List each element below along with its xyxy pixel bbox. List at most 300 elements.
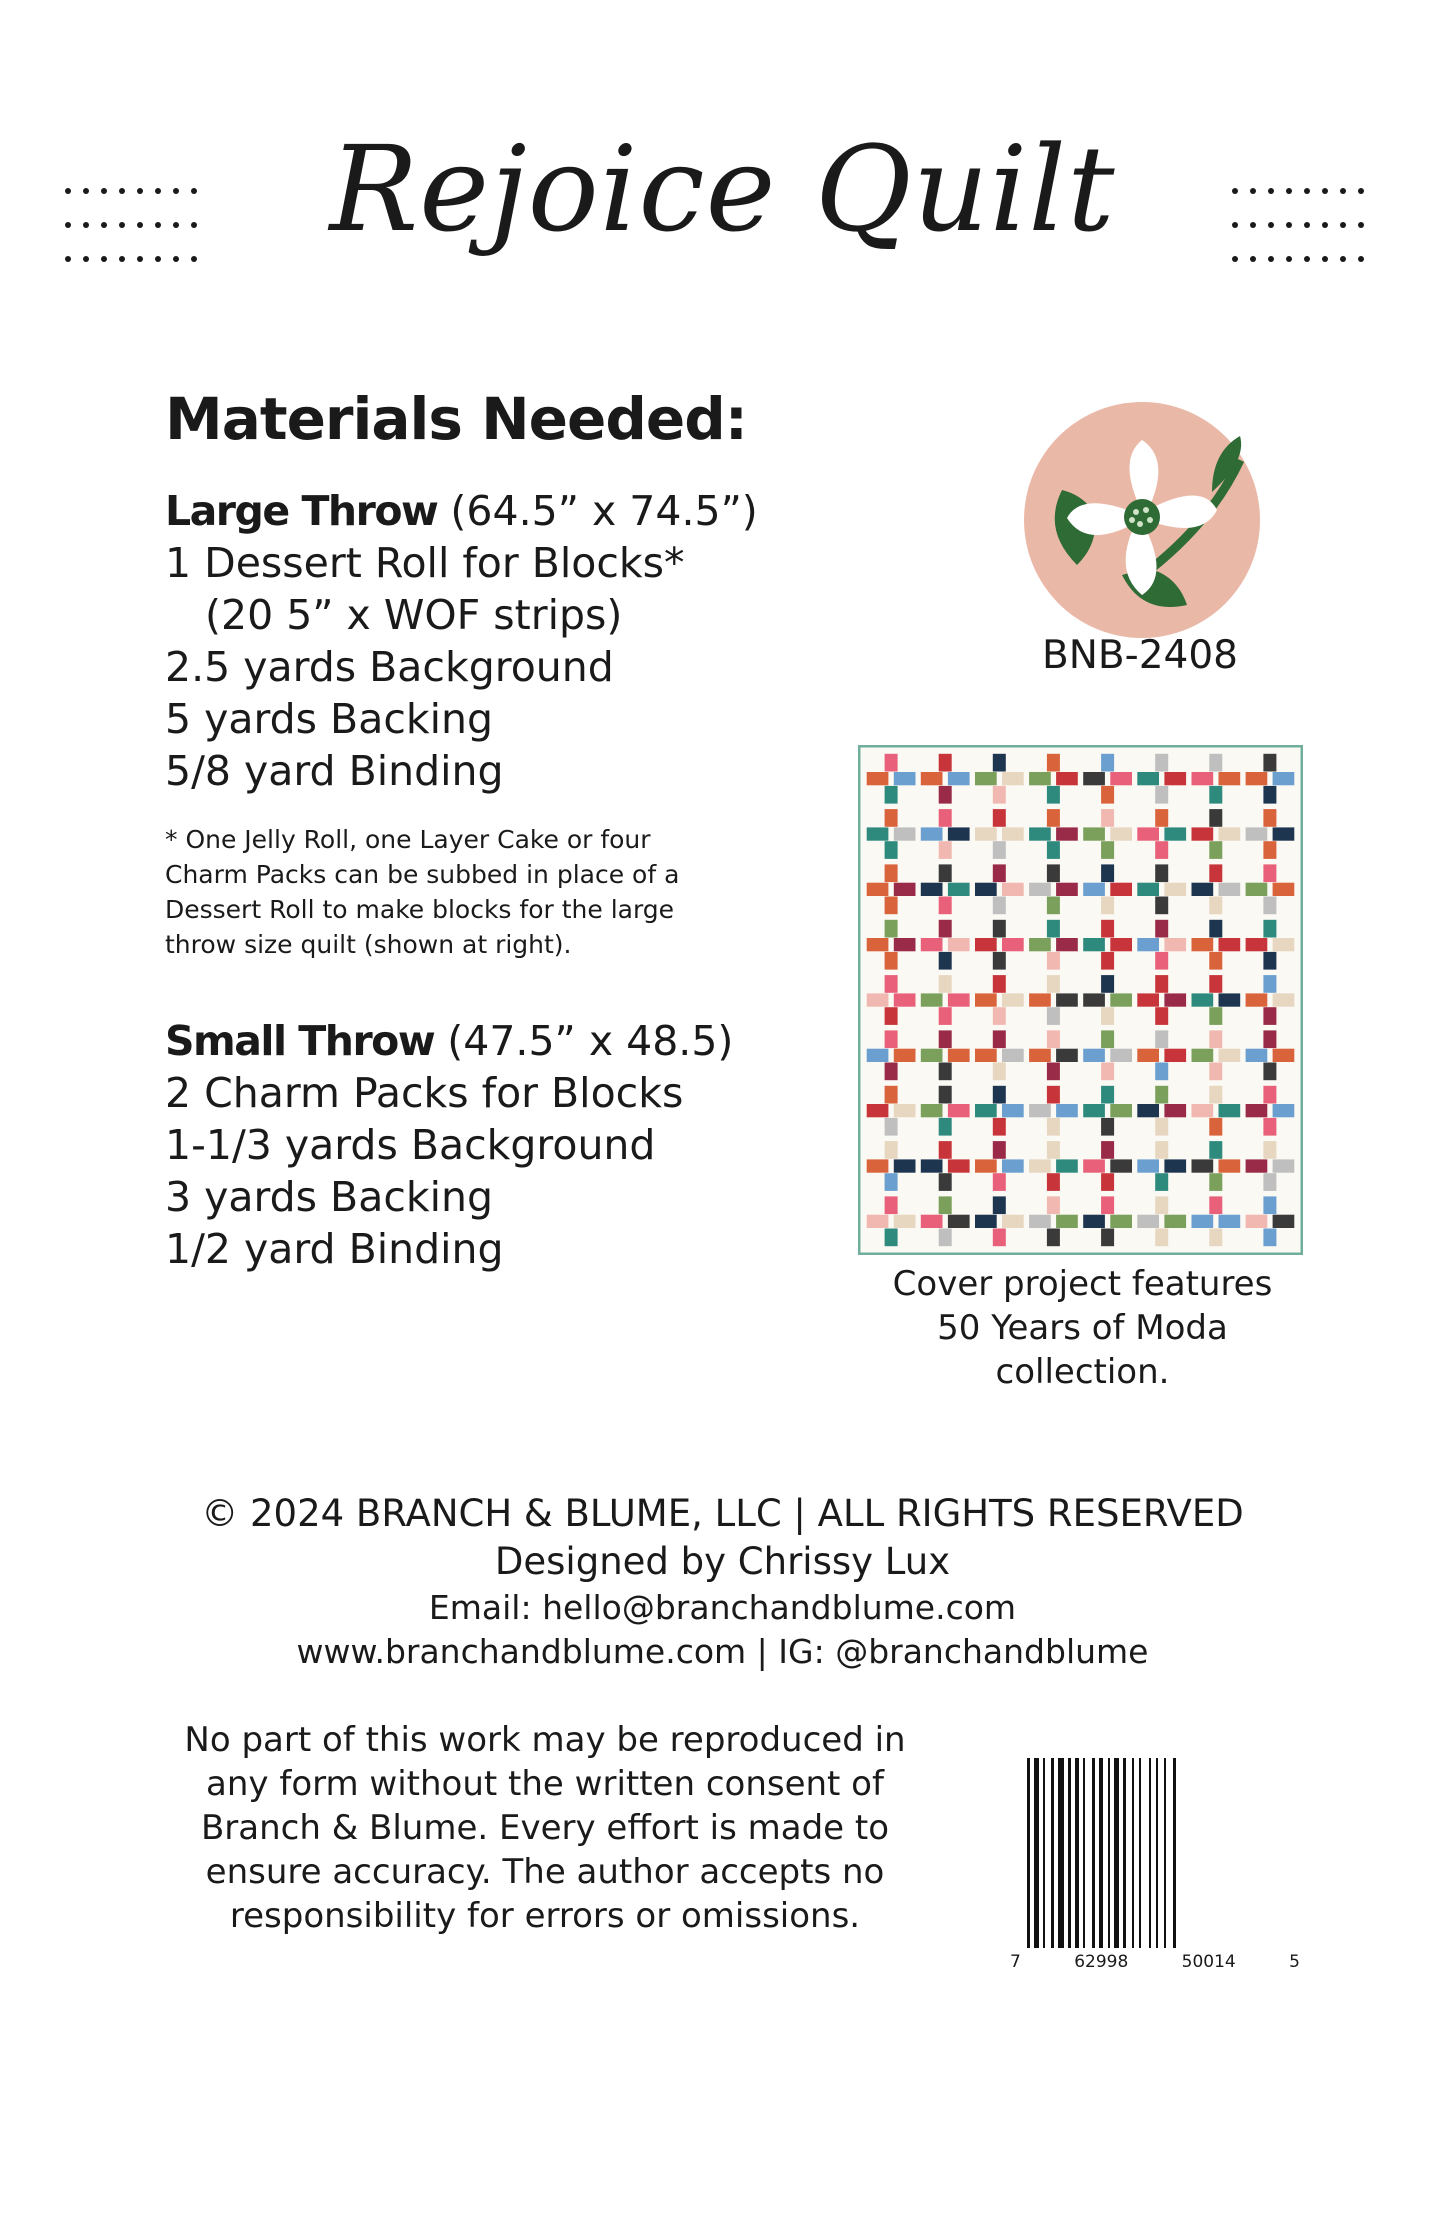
quilt-patch	[1101, 897, 1114, 915]
small-throw-section	[165, 1015, 733, 1275]
quilt-patch	[1155, 1030, 1168, 1048]
substitution-note	[165, 822, 765, 962]
pattern-code: BNB-2408	[1041, 633, 1238, 678]
quilt-patch	[1137, 993, 1159, 1006]
quilt-patch	[1056, 938, 1078, 951]
quilt-patch	[1246, 772, 1268, 785]
quilt-patch	[1263, 754, 1276, 772]
quilt-patch	[1110, 938, 1132, 951]
quilt-patch	[948, 1215, 970, 1228]
quilt-patch	[867, 1104, 889, 1117]
quilt-patch	[1101, 920, 1114, 938]
quilt-patch	[1273, 1215, 1295, 1228]
barcode-bar	[1108, 1758, 1110, 1948]
quilt-patch	[1263, 841, 1276, 859]
quilt-patch	[993, 1063, 1006, 1081]
barcode-bar	[1083, 1758, 1085, 1948]
quilt-patch	[1047, 897, 1060, 915]
quilt-patch	[894, 1104, 916, 1117]
quilt-patch	[1164, 938, 1186, 951]
list-item: 2.5 yards Background	[165, 643, 614, 691]
quilt-patch	[1219, 1159, 1241, 1172]
quilt-patch	[867, 993, 889, 1006]
list-item: 5/8 yard Binding	[165, 747, 504, 795]
quilt-patch	[867, 938, 889, 951]
quilt-patch	[993, 1007, 1006, 1025]
quilt-image	[858, 745, 1303, 1255]
quilt-patch	[1192, 772, 1214, 785]
quilt-patch	[1101, 975, 1114, 993]
quilt-patch	[867, 772, 889, 785]
quilt-patch	[1263, 786, 1276, 804]
quilt-patch	[1101, 786, 1114, 804]
quilt-patch	[1110, 1049, 1132, 1062]
quilt-patch	[1192, 1159, 1214, 1172]
barcode-bar	[1075, 1758, 1079, 1948]
quilt-patch	[1047, 1118, 1060, 1136]
quilt-patch	[975, 772, 997, 785]
quilt-patch	[1083, 1104, 1105, 1117]
list-item: 3 yards Backing	[165, 1173, 493, 1221]
barcode-bar	[1173, 1758, 1176, 1948]
barcode-bar	[1149, 1758, 1151, 1948]
quilt-patch	[1101, 1118, 1114, 1136]
barcode-bar	[1139, 1758, 1141, 1948]
quilt-patch	[1083, 772, 1105, 785]
quilt-patch	[1219, 1049, 1241, 1062]
quilt-patch	[993, 1086, 1006, 1104]
quilt-patch	[1209, 897, 1222, 915]
quilt-patch	[1101, 864, 1114, 882]
list-item: (20 5” x WOF strips)	[205, 591, 623, 639]
barcode-number	[1010, 1952, 1300, 1972]
quilt-patch	[1209, 1173, 1222, 1191]
quilt-patch	[1110, 1159, 1132, 1172]
barcode-bar	[1132, 1758, 1134, 1948]
small-throw-name: Small Throw	[165, 1017, 435, 1065]
quilt-patch	[885, 975, 898, 993]
quilt-patch	[975, 993, 997, 1006]
quilt-patch	[1209, 1007, 1222, 1025]
quilt-patch	[1056, 1104, 1078, 1117]
quilt-patch	[1110, 827, 1132, 840]
large-throw-section	[165, 485, 758, 797]
quilt-patch	[894, 1049, 916, 1062]
caption-line: collection.	[995, 1352, 1170, 1392]
note-line: Dessert Roll to make blocks for the large	[165, 895, 675, 924]
quilt-patch	[1047, 809, 1060, 827]
quilt-patch	[1047, 1229, 1060, 1247]
disclaimer-line: responsibility for errors or omissions.	[229, 1896, 861, 1936]
barcode-bar	[1099, 1758, 1103, 1948]
quilt-patch	[885, 1173, 898, 1191]
quilt-patch	[993, 897, 1006, 915]
disclaimer-line: Branch & Blume. Every effort is made to	[200, 1808, 890, 1848]
quilt-patch	[939, 841, 952, 859]
quilt-patch	[1110, 1215, 1132, 1228]
barcode-bar	[1123, 1758, 1126, 1948]
quilt-patch	[939, 1063, 952, 1081]
quilt-patch	[885, 809, 898, 827]
quilt-patch	[1263, 952, 1276, 970]
quilt-patch	[1002, 772, 1024, 785]
caption-line: Cover project features	[892, 1264, 1273, 1304]
quilt-patch	[1083, 1215, 1105, 1228]
quilt-patch	[1164, 1215, 1186, 1228]
quilt-patch	[1101, 1063, 1114, 1081]
quilt-patch	[885, 754, 898, 772]
quilt-patch	[939, 1196, 952, 1214]
quilt-patch	[1209, 864, 1222, 882]
quilt-patch	[1083, 1159, 1105, 1172]
list-item: 2 Charm Packs for Blocks	[165, 1069, 684, 1117]
quilt-patch	[939, 786, 952, 804]
quilt-patch	[939, 952, 952, 970]
quilt-patch	[975, 938, 997, 951]
list-item: 5 yards Backing	[165, 695, 493, 743]
quilt-patch	[1263, 1118, 1276, 1136]
barcode-bar	[1092, 1758, 1095, 1948]
quilt-patch	[1101, 1007, 1114, 1025]
quilt-patch	[1047, 1063, 1060, 1081]
quilt-patch	[1219, 938, 1241, 951]
quilt-patch	[867, 1159, 889, 1172]
quilt-patch	[1273, 772, 1295, 785]
quilt-patch	[993, 864, 1006, 882]
quilt-patch	[1083, 1049, 1105, 1062]
quilt-patch	[1192, 1215, 1214, 1228]
quilt-patch	[1246, 883, 1268, 896]
quilt-patch	[1047, 841, 1060, 859]
quilt-patch	[1273, 1049, 1295, 1062]
small-throw-header	[165, 1015, 733, 1067]
quilt-patch	[1209, 1118, 1222, 1136]
barcode-bar	[1114, 1758, 1119, 1948]
quilt-patch	[1047, 1086, 1060, 1104]
quilt-patch	[1047, 1030, 1060, 1048]
quilt-patch	[1056, 1049, 1078, 1062]
quilt-patch	[1137, 772, 1159, 785]
quilt-patch	[948, 1159, 970, 1172]
barcode-bar	[1034, 1758, 1039, 1948]
quilt-patch	[948, 883, 970, 896]
quilt-patch	[939, 864, 952, 882]
caption-line: 50 Years of Moda	[937, 1308, 1228, 1348]
quilt-patch	[993, 975, 1006, 993]
quilt-patch	[948, 772, 970, 785]
quilt-patch	[885, 1196, 898, 1214]
large-throw-size: (64.5” x 74.5”)	[450, 487, 758, 535]
quilt-patch	[1002, 1159, 1024, 1172]
quilt-patch	[885, 1141, 898, 1159]
quilt-patch	[1029, 827, 1051, 840]
quilt-patch	[939, 897, 952, 915]
quilt-patch	[1263, 1229, 1276, 1247]
quilt-patch	[975, 1215, 997, 1228]
note-line: * One Jelly Roll, one Layer Cake or four	[165, 825, 651, 854]
quilt-patch	[1047, 864, 1060, 882]
quilt-patch	[1110, 993, 1132, 1006]
quilt-patch	[1056, 1215, 1078, 1228]
quilt-patch	[993, 1030, 1006, 1048]
quilt-patch	[948, 993, 970, 1006]
quilt-patch	[894, 827, 916, 840]
quilt-patch	[1219, 1215, 1241, 1228]
barcode-bar	[1164, 1758, 1166, 1948]
barcode-bar	[1156, 1758, 1158, 1948]
quilt-patch	[1056, 993, 1078, 1006]
quilt-patch	[1263, 920, 1276, 938]
quilt-patch	[894, 938, 916, 951]
quilt-patch	[1137, 938, 1159, 951]
quilt-patch	[1209, 1086, 1222, 1104]
quilt-patch	[1263, 1141, 1276, 1159]
quilt-patch	[921, 772, 943, 785]
quilt-patch	[1164, 827, 1186, 840]
quilt-patch	[885, 1086, 898, 1104]
quilt-patch	[1047, 1196, 1060, 1214]
quilt-patch	[885, 1030, 898, 1048]
quilt-patch	[1029, 993, 1051, 1006]
quilt-patch	[1101, 809, 1114, 827]
small-throw-size: (47.5” x 48.5)	[447, 1017, 734, 1065]
quilt-patch	[1002, 883, 1024, 896]
quilt-patch	[1056, 1159, 1078, 1172]
quilt-patch	[1263, 1196, 1276, 1214]
quilt-patch	[1155, 1063, 1168, 1081]
quilt-patch	[948, 1049, 970, 1062]
quilt-patch	[1219, 883, 1241, 896]
quilt-patch	[1209, 975, 1222, 993]
quilt-patch	[993, 841, 1006, 859]
quilt-patch	[1209, 1196, 1222, 1214]
quilt-patch	[1209, 1063, 1222, 1081]
quilt-patch	[1263, 1007, 1276, 1025]
quilt-patch	[1047, 975, 1060, 993]
quilt-patch	[975, 1159, 997, 1172]
quilt-patch	[1219, 827, 1241, 840]
quilt-patch	[885, 952, 898, 970]
website-line: www.branchandblume.com | IG: @branchandblume	[296, 1632, 1149, 1671]
quilt-patch	[1219, 993, 1241, 1006]
barcode-digit: 5	[1289, 1952, 1300, 1972]
quilt-patch	[1246, 938, 1268, 951]
quilt-patch	[939, 809, 952, 827]
quilt-patch	[921, 1104, 943, 1117]
quilt-patch	[1192, 883, 1214, 896]
quilt-patch	[1101, 1030, 1114, 1048]
quilt-patch	[1137, 1104, 1159, 1117]
quilt-patch	[1083, 993, 1105, 1006]
quilt-patch	[1029, 938, 1051, 951]
quilt-patch	[1209, 1229, 1222, 1247]
quilt-patch	[1029, 1215, 1051, 1228]
quilt-patch	[1047, 754, 1060, 772]
quilt-patch	[939, 1086, 952, 1104]
quilt-patch	[1219, 1104, 1241, 1117]
quilt-patch	[939, 975, 952, 993]
quilt-patch	[1002, 938, 1024, 951]
quilt-patch	[894, 993, 916, 1006]
quilt-patch	[894, 883, 916, 896]
quilt-patch	[1110, 772, 1132, 785]
quilt-patch	[1137, 1159, 1159, 1172]
quilt-patch	[993, 1173, 1006, 1191]
quilt-patch	[1155, 975, 1168, 993]
quilt-patch	[1164, 993, 1186, 1006]
quilt-patch	[993, 809, 1006, 827]
quilt-patch	[1155, 1007, 1168, 1025]
quilt-patch	[885, 920, 898, 938]
quilt-patch	[1029, 1049, 1051, 1062]
email-line: Email: hello@branchandblume.com	[428, 1588, 1017, 1627]
quilt-patch	[1192, 1104, 1214, 1117]
quilt-patch	[867, 827, 889, 840]
quilt-patch	[1056, 772, 1078, 785]
list-item: 1-1/3 yards Background	[165, 1121, 656, 1169]
quilt-patch	[921, 993, 943, 1006]
disclaimer-line: No part of this work may be reproduced in	[184, 1720, 906, 1760]
quilt-patch	[1155, 920, 1168, 938]
barcode-bar	[1068, 1758, 1071, 1948]
quilt-patch	[1246, 1049, 1268, 1062]
barcode-digit: 50014	[1181, 1952, 1236, 1972]
quilt-patch	[1155, 1086, 1168, 1104]
quilt-patch	[1137, 883, 1159, 896]
quilt-patch	[975, 1049, 997, 1062]
quilt-patch	[948, 938, 970, 951]
footer	[0, 1490, 1445, 1674]
quilt-patch	[1209, 952, 1222, 970]
note-line: throw size quilt (shown at right).	[165, 930, 572, 959]
large-throw-header	[165, 485, 758, 537]
quilt-patch	[1155, 952, 1168, 970]
quilt-patch	[885, 841, 898, 859]
quilt-patch	[1209, 920, 1222, 938]
quilt-patch	[1101, 1229, 1114, 1247]
quilt-patch	[867, 1049, 889, 1062]
quilt-patch	[993, 920, 1006, 938]
quilt-patch	[1155, 1118, 1168, 1136]
quilt-patch	[1056, 827, 1078, 840]
quilt-patch	[1263, 975, 1276, 993]
large-throw-name: Large Throw	[165, 487, 438, 535]
quilt-patch	[1209, 1141, 1222, 1159]
quilt-patch	[1263, 897, 1276, 915]
quilt-patch	[1246, 1215, 1268, 1228]
quilt-patch	[1263, 809, 1276, 827]
quilt-patch	[1273, 883, 1295, 896]
quilt-patch	[1002, 1049, 1024, 1062]
quilt-patch	[1137, 1215, 1159, 1228]
quilt-patch	[1164, 883, 1186, 896]
quilt-patch	[993, 1118, 1006, 1136]
quilt-patch	[1155, 786, 1168, 804]
quilt-patch	[1164, 1159, 1186, 1172]
quilt-patch	[1263, 864, 1276, 882]
quilt-patch	[1101, 1141, 1114, 1159]
dogwood-flower-icon	[1022, 400, 1262, 640]
quilt-patch	[1219, 772, 1241, 785]
quilt-patch	[993, 952, 1006, 970]
quilt-patch	[1029, 772, 1051, 785]
quilt-patch	[885, 864, 898, 882]
copyright: © 2024 BRANCH & BLUME, LLC | ALL RIGHTS RESERVED	[201, 1492, 1244, 1535]
quilt-patch	[1209, 754, 1222, 772]
designer-credit: Designed by Chrissy Lux	[494, 1540, 951, 1583]
quilt-patch	[939, 920, 952, 938]
quilt-patch	[1192, 1049, 1214, 1062]
quilt-patch	[993, 1196, 1006, 1214]
quilt-patch	[939, 1141, 952, 1159]
quilt-patch	[1164, 1104, 1186, 1117]
quilt-patch	[1110, 1104, 1132, 1117]
quilt-patch	[1209, 1030, 1222, 1048]
quilt-patch	[1263, 1086, 1276, 1104]
quilt-patch	[921, 883, 943, 896]
quilt-patch	[1246, 1159, 1268, 1172]
quilt-patch	[1137, 827, 1159, 840]
quilt-patch	[1192, 993, 1214, 1006]
quilt-patch	[921, 1159, 943, 1172]
quilt-patch	[1101, 952, 1114, 970]
barcode-digit: 7	[1010, 1952, 1021, 1972]
quilt-patch	[939, 1173, 952, 1191]
quilt-patch	[1192, 827, 1214, 840]
quilt-patch	[1029, 1159, 1051, 1172]
quilt-patch	[993, 1229, 1006, 1247]
quilt-patch	[921, 1049, 943, 1062]
quilt-patch	[885, 897, 898, 915]
quilt-patch	[1047, 920, 1060, 938]
barcode-digit: 62998	[1074, 1952, 1129, 1972]
quilt-patch	[993, 1141, 1006, 1159]
quilt-patch	[1083, 883, 1105, 896]
quilt-patch	[1101, 754, 1114, 772]
quilt-patch	[1209, 786, 1222, 804]
quilt-patch	[1101, 1173, 1114, 1191]
quilt-patch	[1047, 1173, 1060, 1191]
quilt-patch	[1101, 1196, 1114, 1214]
quilt-patch	[948, 827, 970, 840]
quilt-patch	[885, 1118, 898, 1136]
quilt-patch	[975, 883, 997, 896]
quilt-patch	[1002, 993, 1024, 1006]
quilt-patch	[1164, 1049, 1186, 1062]
barcode-bar	[1027, 1758, 1030, 1948]
materials-heading: Materials Needed:	[165, 385, 747, 453]
quilt-patch	[1002, 1215, 1024, 1228]
quilt-patch	[939, 1030, 952, 1048]
quilt-patch	[1209, 809, 1222, 827]
barcode-icon	[1027, 1758, 1277, 1948]
quilt-patch	[1047, 1007, 1060, 1025]
quilt-patch	[1192, 938, 1214, 951]
quilt-patch	[1101, 1086, 1114, 1104]
disclaimer	[155, 1718, 935, 1938]
quilt-patch	[1155, 1173, 1168, 1191]
quilt-patch	[1047, 952, 1060, 970]
quilt-patch	[1273, 1159, 1295, 1172]
quilt-patch	[1029, 1104, 1051, 1117]
quilt-patch	[1155, 1141, 1168, 1159]
list-item: 1/2 yard Binding	[165, 1225, 504, 1273]
quilt-patch	[1246, 827, 1268, 840]
quilt-patch	[1273, 827, 1295, 840]
quilt-patch	[948, 1104, 970, 1117]
quilt-patch	[1155, 864, 1168, 882]
quilt-patch	[894, 1159, 916, 1172]
